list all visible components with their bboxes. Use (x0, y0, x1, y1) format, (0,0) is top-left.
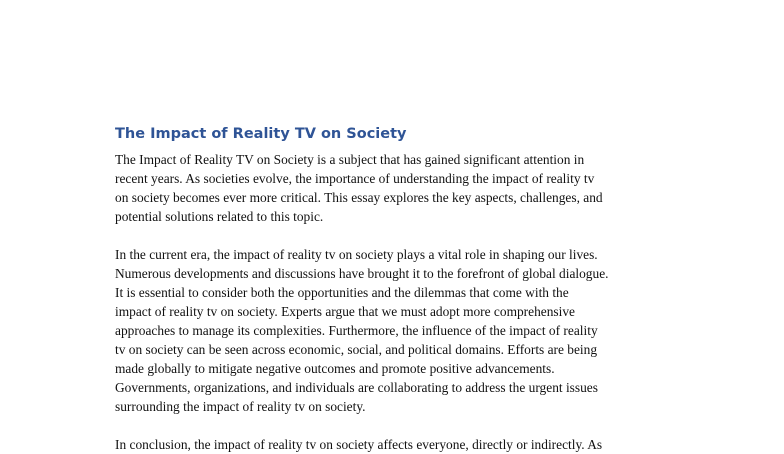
text-line: made globally to mitigate negative outcomes and promote positive advancements. (115, 361, 555, 376)
text-line: on society becomes ever more critical. This essay explores the key aspects, challenges, and (115, 190, 603, 205)
paragraph-body (115, 245, 675, 416)
text-line: surrounding the impact of reality tv on society. (115, 399, 366, 414)
text-line: In conclusion, the impact of reality tv on society affects everyone, directly or indirectly. As (115, 437, 603, 452)
text-line: impact of reality tv on society. Experts argue that we must adopt more comprehensive (115, 304, 575, 319)
text-line: potential solutions related to this topic. (115, 209, 324, 224)
paragraph-introduction (115, 150, 675, 226)
text-line: Numerous developments and discussions have brought it to the forefront of global dialogue. (115, 266, 609, 281)
text-line: recent years. As societies evolve, the importance of understanding the impact of reality tv (115, 171, 595, 186)
text-line: approaches to manage its complexities. Furthermore, the influence of the impact of reality (115, 323, 598, 338)
text-line: In the current era, the impact of reality tv on society plays a vital role in shaping our lives. (115, 247, 598, 262)
text-line: It is essential to consider both the opportunities and the dilemmas that come with the (115, 285, 569, 300)
text-line: The Impact of Reality TV on Society is a subject that has gained significant attention in (115, 152, 585, 167)
document-title: The Impact of Reality TV on Society (115, 126, 407, 142)
text-line: tv on society can be seen across economic, social, and political domains. Efforts are being (115, 342, 598, 357)
paragraph-conclusion (115, 435, 675, 454)
document-body (115, 124, 675, 454)
text-line: Governments, organizations, and individuals are collaborating to address the urgent issues (115, 380, 598, 395)
